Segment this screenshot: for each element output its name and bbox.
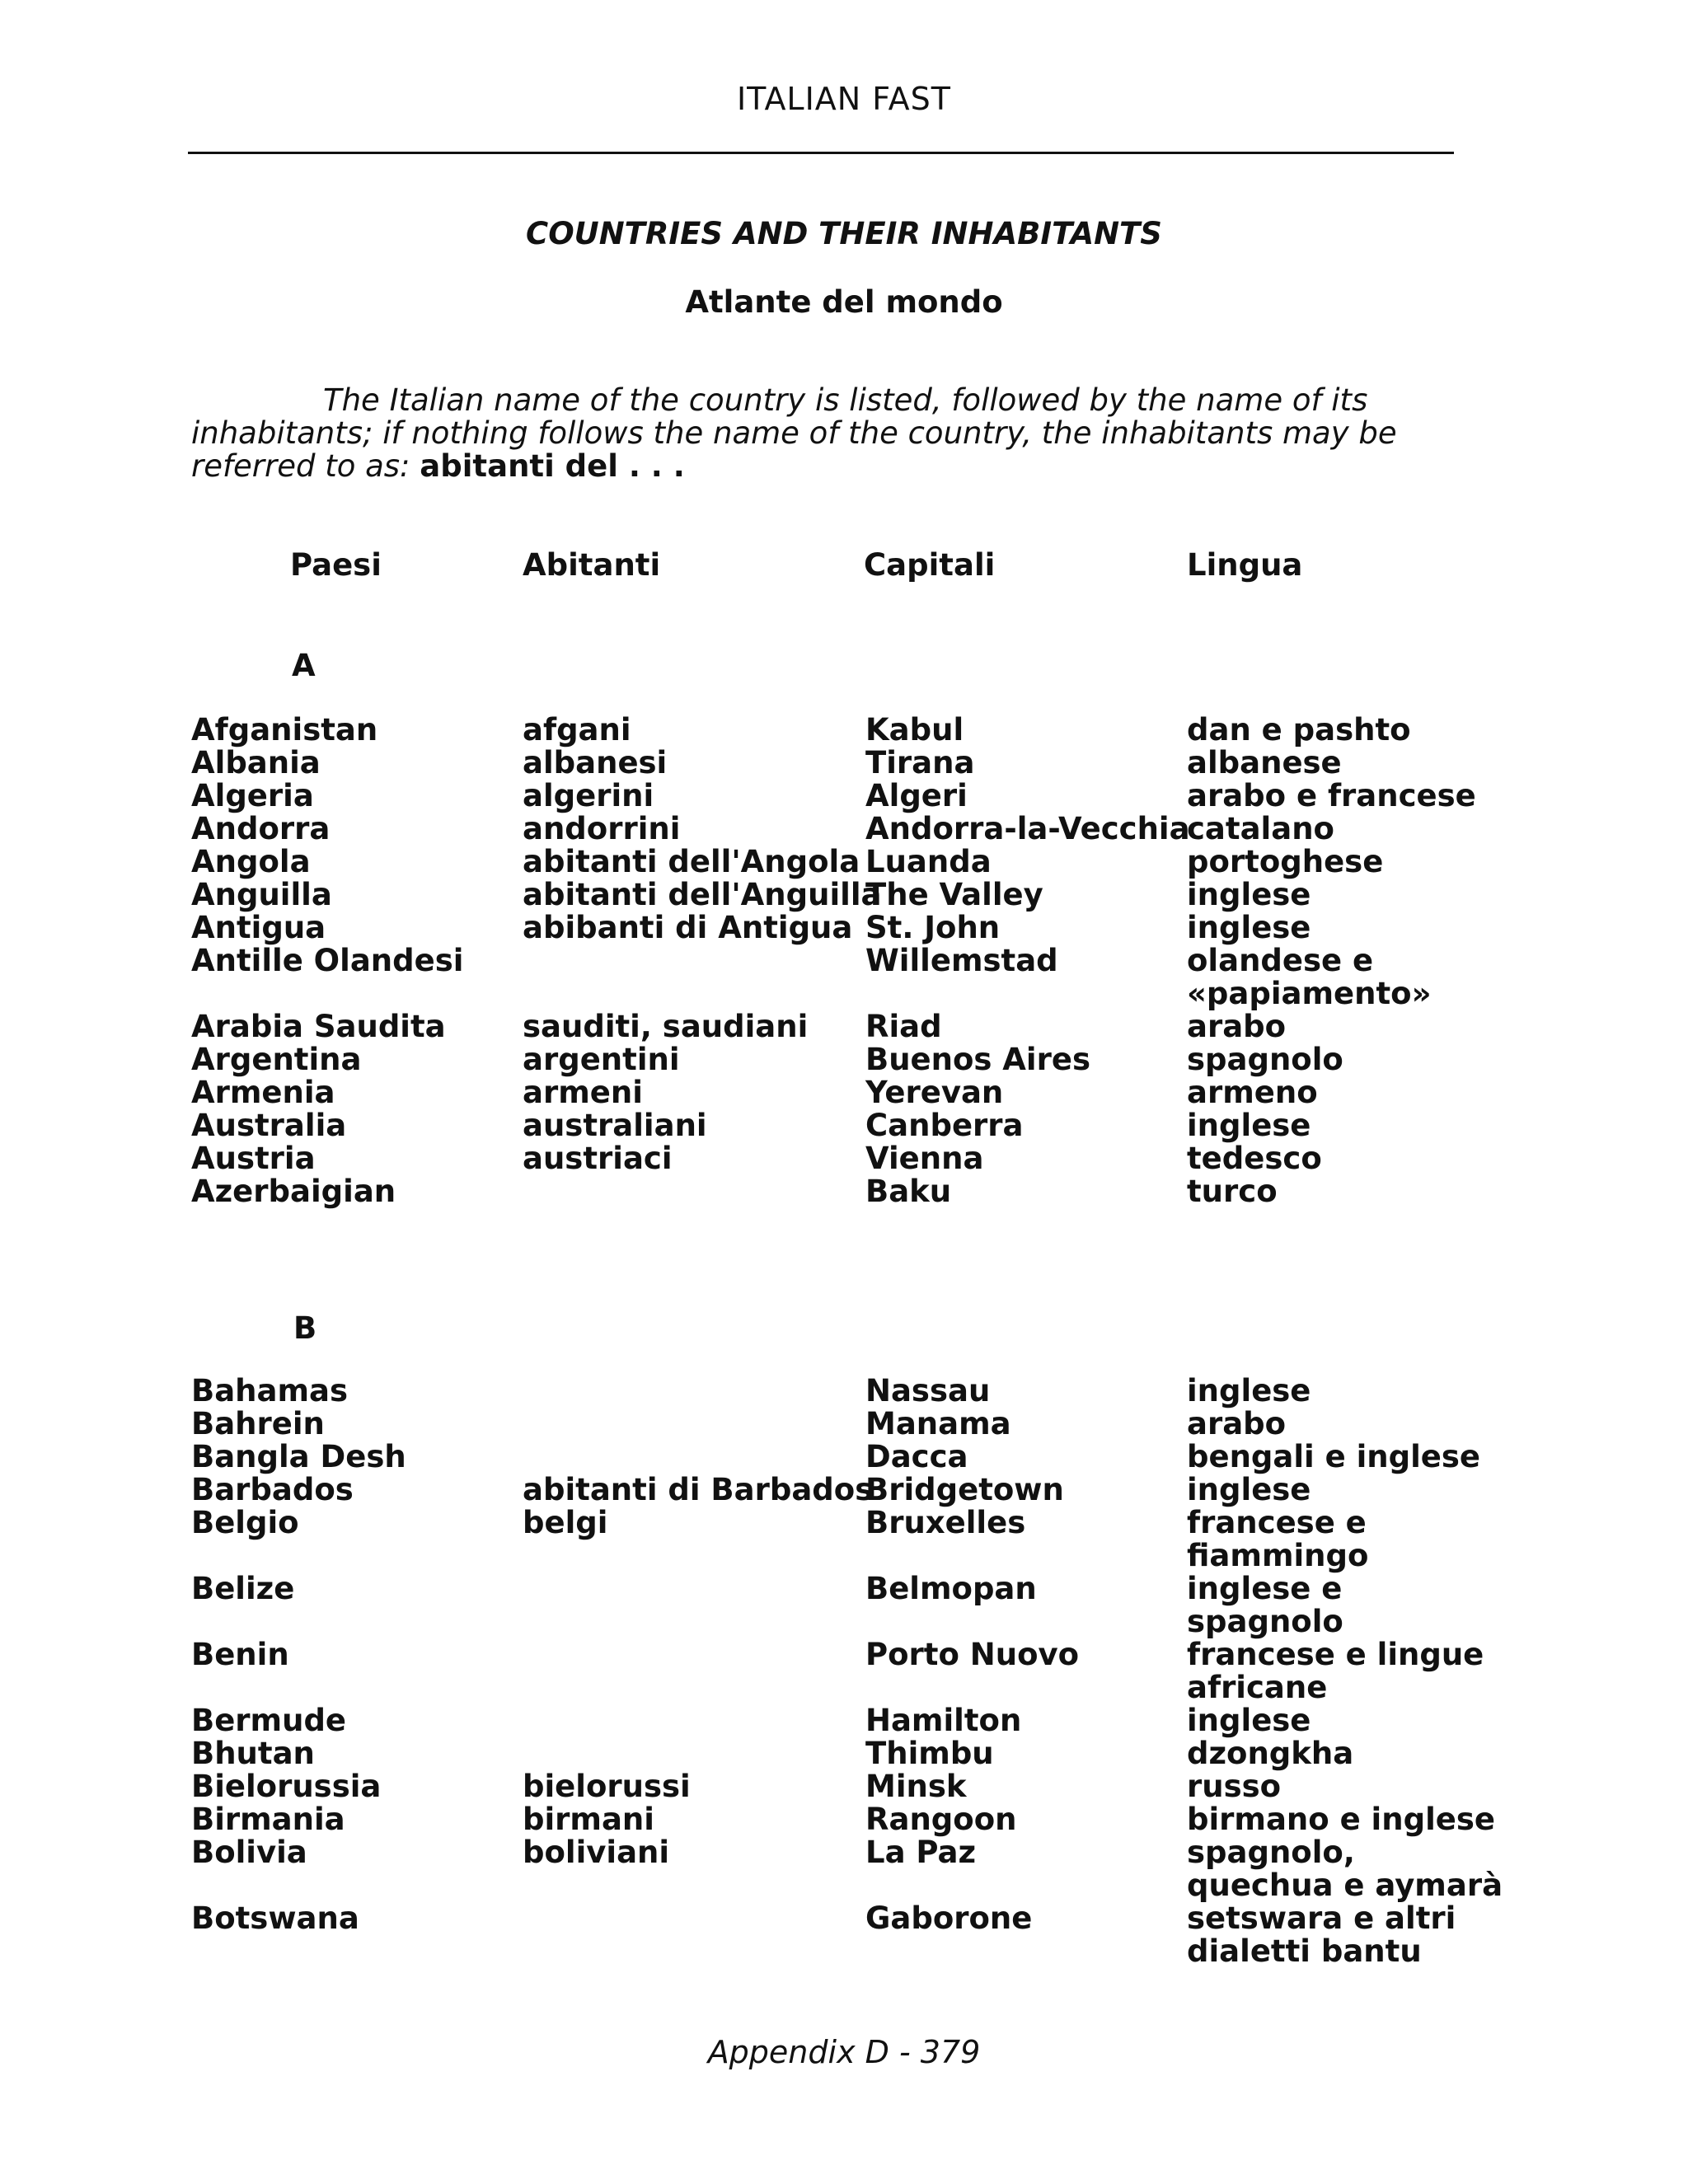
capital-name: The Valley bbox=[865, 877, 1043, 912]
table-row bbox=[191, 879, 1510, 912]
running-head: ITALIAN FAST bbox=[736, 81, 952, 117]
inhabitants-name: algerini bbox=[523, 778, 654, 813]
language-name: spagnolo, quechua e aymarà bbox=[1187, 1835, 1503, 1903]
language-name: olandese e «papiamento» bbox=[1187, 943, 1432, 1011]
table-row bbox=[191, 1010, 1510, 1043]
table-row bbox=[191, 1572, 1510, 1638]
country-name: Australia bbox=[191, 1108, 347, 1143]
capital-name: Gaborone bbox=[865, 1900, 1033, 1936]
country-name: Austria bbox=[191, 1141, 316, 1176]
table-row bbox=[191, 1704, 1510, 1737]
intro-paragraph bbox=[191, 384, 1477, 483]
inhabitants-name: andorrini bbox=[523, 811, 681, 846]
inhabitants-name: armeni bbox=[523, 1075, 643, 1110]
intro-text: The Italian name of the country is listed, followed by the name of its inhabitants; if nothing follows the name of the country, the inhabitants may be referred to as: bbox=[191, 382, 1397, 484]
page-title: COUNTRIES AND THEIR INHABITANTS bbox=[526, 216, 1162, 251]
language-name: albanese bbox=[1187, 745, 1342, 780]
table-row bbox=[191, 1043, 1510, 1076]
table-row bbox=[191, 1803, 1510, 1836]
language-name: setswara e altri dialetti bantu bbox=[1187, 1900, 1456, 1969]
capital-name: St. John bbox=[865, 910, 1001, 945]
country-name: Afganistan bbox=[191, 712, 378, 748]
header-rule bbox=[188, 152, 1454, 154]
country-name: Botswana bbox=[191, 1900, 359, 1936]
table-row bbox=[191, 1175, 1510, 1208]
table-row bbox=[191, 747, 1510, 780]
table-row bbox=[191, 846, 1510, 879]
country-name: Algeria bbox=[191, 778, 314, 813]
section-letter-b: B bbox=[293, 1310, 317, 1346]
table-row bbox=[191, 1375, 1510, 1408]
language-name: inglese bbox=[1187, 910, 1311, 945]
section-b-table bbox=[191, 1375, 1510, 1968]
inhabitants-name: abitanti di Barbados bbox=[523, 1472, 874, 1507]
country-name: Belize bbox=[191, 1571, 295, 1606]
table-row bbox=[191, 1109, 1510, 1142]
capital-name: Bruxelles bbox=[865, 1505, 1026, 1540]
capital-name: Algeri bbox=[865, 778, 968, 813]
inhabitants-name: abitanti dell'Anguilla bbox=[523, 877, 882, 912]
language-name: inglese e spagnolo bbox=[1187, 1571, 1343, 1639]
capital-name: Canberra bbox=[865, 1108, 1024, 1143]
column-header-abitanti: Abitanti bbox=[523, 547, 661, 583]
language-name: arabo e francese bbox=[1187, 778, 1476, 813]
country-name: Azerbaigian bbox=[191, 1174, 396, 1209]
section-a-table bbox=[191, 714, 1510, 1208]
table-row bbox=[191, 714, 1510, 747]
country-name: Bangla Desh bbox=[191, 1439, 406, 1474]
intro-bold-text: abitanti del . . . bbox=[420, 448, 685, 484]
language-name: inglese bbox=[1187, 1472, 1311, 1507]
language-name: inglese bbox=[1187, 877, 1311, 912]
column-header-paesi: Paesi bbox=[290, 547, 382, 583]
inhabitants-name: afgani bbox=[523, 712, 631, 748]
section-letter-a: A bbox=[292, 648, 316, 683]
inhabitants-name: austriaci bbox=[523, 1141, 673, 1176]
capital-name: Nassau bbox=[865, 1373, 991, 1408]
country-name: Antigua bbox=[191, 910, 326, 945]
capital-name: Minsk bbox=[865, 1769, 967, 1804]
language-name: dan e pashto bbox=[1187, 712, 1411, 748]
capital-name: Riad bbox=[865, 1009, 942, 1044]
table-row bbox=[191, 780, 1510, 813]
capital-name: Andorra-la-Vecchia bbox=[865, 811, 1190, 846]
capital-name: Thimbu bbox=[865, 1736, 994, 1771]
capital-name: Willemstad bbox=[865, 943, 1058, 978]
table-row bbox=[191, 1507, 1510, 1572]
capital-name: La Paz bbox=[865, 1835, 977, 1870]
capital-name: Kabul bbox=[865, 712, 964, 748]
capital-name: Tirana bbox=[865, 745, 975, 780]
language-name: spagnolo bbox=[1187, 1042, 1343, 1077]
capital-name: Luanda bbox=[865, 844, 992, 879]
language-name: bengali e inglese bbox=[1187, 1439, 1480, 1474]
capital-name: Vienna bbox=[865, 1141, 984, 1176]
table-row bbox=[191, 1638, 1510, 1704]
table-row bbox=[191, 1902, 1510, 1968]
capital-name: Dacca bbox=[865, 1439, 968, 1474]
language-name: tedesco bbox=[1187, 1141, 1322, 1176]
inhabitants-name: australiani bbox=[523, 1108, 707, 1143]
capital-name: Baku bbox=[865, 1174, 952, 1209]
table-row bbox=[191, 1441, 1510, 1474]
table-row bbox=[191, 944, 1510, 1010]
country-name: Bahrein bbox=[191, 1406, 325, 1441]
inhabitants-name: boliviani bbox=[523, 1835, 670, 1870]
language-name: dzongkha bbox=[1187, 1736, 1354, 1771]
inhabitants-name: belgi bbox=[523, 1505, 608, 1540]
table-row bbox=[191, 1076, 1510, 1109]
country-name: Belgio bbox=[191, 1505, 299, 1540]
table-row bbox=[191, 1474, 1510, 1507]
capital-name: Manama bbox=[865, 1406, 1011, 1441]
country-name: Bielorussia bbox=[191, 1769, 382, 1804]
language-name: francese e fiammingo bbox=[1187, 1505, 1369, 1573]
inhabitants-name: bielorussi bbox=[523, 1769, 691, 1804]
capital-name: Buenos Aires bbox=[865, 1042, 1090, 1077]
inhabitants-name: abibanti di Antigua bbox=[523, 910, 853, 945]
country-name: Angola bbox=[191, 844, 311, 879]
table-row bbox=[191, 1408, 1510, 1441]
country-name: Bahamas bbox=[191, 1373, 349, 1408]
country-name: Arabia Saudita bbox=[191, 1009, 446, 1044]
country-name: Armenia bbox=[191, 1075, 335, 1110]
capital-name: Hamilton bbox=[865, 1703, 1022, 1738]
table-row bbox=[191, 1770, 1510, 1803]
column-header-capitali: Capitali bbox=[864, 547, 996, 583]
language-name: armeno bbox=[1187, 1075, 1318, 1110]
language-name: inglese bbox=[1187, 1373, 1311, 1408]
capital-name: Porto Nuovo bbox=[865, 1637, 1080, 1672]
capital-name: Bridgetown bbox=[865, 1472, 1064, 1507]
inhabitants-name: sauditi, saudiani bbox=[523, 1009, 809, 1044]
language-name: inglese bbox=[1187, 1703, 1311, 1738]
inhabitants-name: albanesi bbox=[523, 745, 668, 780]
table-row bbox=[191, 1142, 1510, 1175]
language-name: turco bbox=[1187, 1174, 1278, 1209]
inhabitants-name: argentini bbox=[523, 1042, 680, 1077]
inhabitants-name: abitanti dell'Angola bbox=[523, 844, 860, 879]
table-row bbox=[191, 1737, 1510, 1770]
country-name: Andorra bbox=[191, 811, 331, 846]
country-name: Bermude bbox=[191, 1703, 347, 1738]
table-row bbox=[191, 912, 1510, 944]
table-row bbox=[191, 813, 1510, 846]
country-name: Anguilla bbox=[191, 877, 332, 912]
language-name: birmano e inglese bbox=[1187, 1802, 1495, 1837]
language-name: portoghese bbox=[1187, 844, 1384, 879]
inhabitants-name: birmani bbox=[523, 1802, 654, 1837]
page-subtitle: Atlante del mondo bbox=[685, 284, 1003, 320]
capital-name: Yerevan bbox=[865, 1075, 1004, 1110]
language-name: catalano bbox=[1187, 811, 1334, 846]
country-name: Argentina bbox=[191, 1042, 362, 1077]
language-name: francese e lingue africane bbox=[1187, 1637, 1484, 1705]
table-row bbox=[191, 1836, 1510, 1902]
country-name: Benin bbox=[191, 1637, 289, 1672]
country-name: Bolivia bbox=[191, 1835, 307, 1870]
column-header-lingua: Lingua bbox=[1187, 547, 1303, 583]
country-name: Barbados bbox=[191, 1472, 354, 1507]
language-name: russo bbox=[1187, 1769, 1282, 1804]
capital-name: Rangoon bbox=[865, 1802, 1017, 1837]
country-name: Birmania bbox=[191, 1802, 345, 1837]
language-name: arabo bbox=[1187, 1406, 1287, 1441]
country-name: Antille Olandesi bbox=[191, 943, 464, 978]
country-name: Bhutan bbox=[191, 1736, 315, 1771]
page-footer: Appendix D - 379 bbox=[707, 2034, 981, 2070]
language-name: arabo bbox=[1187, 1009, 1287, 1044]
country-name: Albania bbox=[191, 745, 321, 780]
capital-name: Belmopan bbox=[865, 1571, 1037, 1606]
language-name: inglese bbox=[1187, 1108, 1311, 1143]
